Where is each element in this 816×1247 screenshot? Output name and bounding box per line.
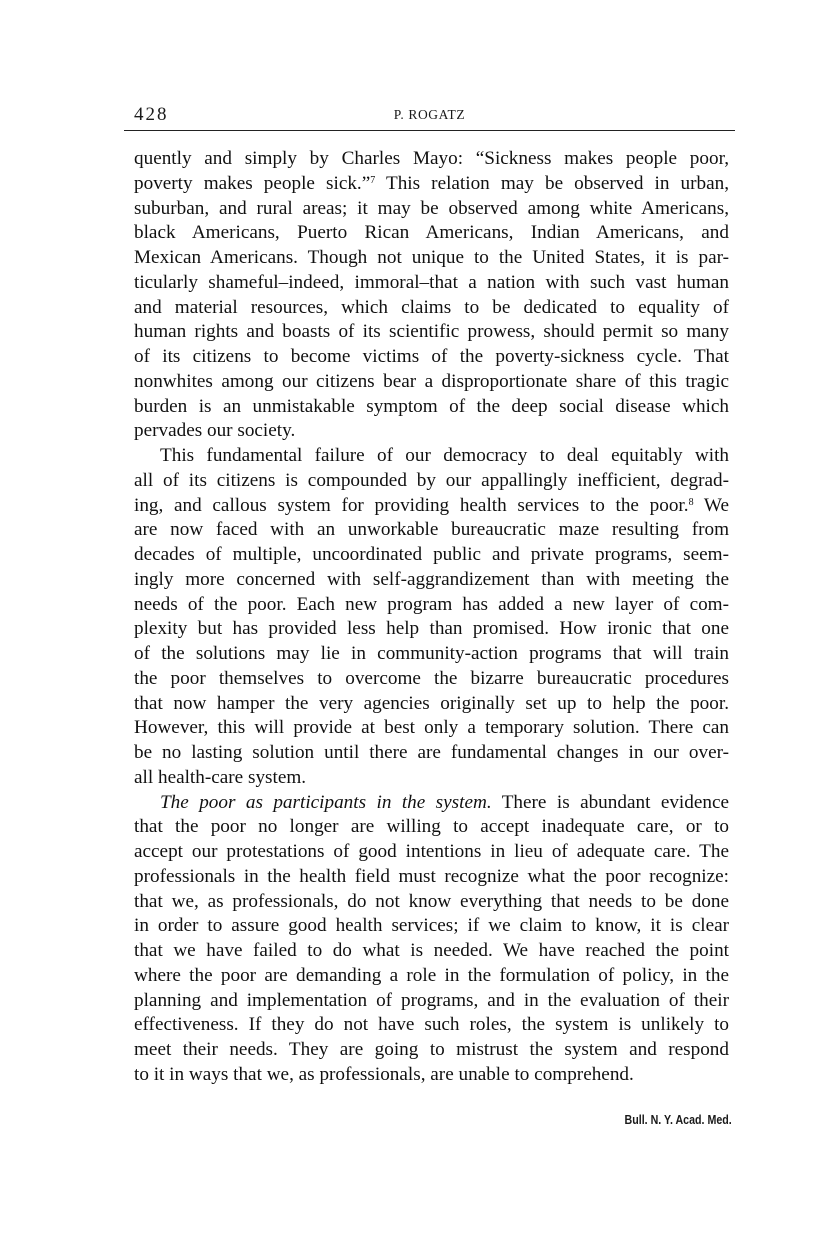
text-line — [134, 1013, 729, 1038]
line-text: plexity but has provided less help than promised. How ironic that one — [134, 618, 729, 640]
line-text: all of its citizens is compounded by our appallingly inefficient, degrad- — [134, 469, 729, 491]
text-line — [134, 494, 729, 519]
text-line — [134, 543, 729, 568]
text-line — [134, 221, 729, 246]
line-text: that we, as professionals, do not know everything that needs to be done — [134, 890, 729, 912]
text-line — [134, 766, 729, 791]
text-line — [134, 568, 729, 593]
line-text: human rights and boasts of its scientific prowess, should permit so many — [134, 321, 729, 343]
text-line — [134, 246, 729, 271]
text-line — [134, 692, 729, 717]
header-rule — [124, 130, 735, 131]
line-text: nonwhites among our citizens bear a disproportionate share of this tragic — [134, 370, 729, 392]
text-line — [134, 296, 729, 321]
line-text: poverty makes people sick.” — [134, 172, 371, 194]
footnote-reference[interactable]: 7 — [370, 174, 376, 186]
text-line — [134, 716, 729, 741]
page-number: 428 — [134, 104, 169, 125]
line-text: all health-care system. — [134, 766, 307, 788]
text-line — [134, 147, 729, 172]
text-line — [134, 815, 729, 840]
body-text — [134, 147, 729, 1088]
line-text: suburban, and rural areas; it may be observed among white Americans, — [134, 197, 729, 219]
text-line — [134, 469, 729, 494]
line-text: There is abundant evidence — [491, 791, 729, 813]
line-text: of its citizens to become victims of the poverty-sickness cycle. That — [134, 346, 729, 367]
line-text: professionals in the health field must recognize what the poor recognize: — [134, 865, 729, 887]
text-line — [134, 642, 729, 667]
text-line — [134, 370, 729, 395]
line-text: the poor themselves to overcome the bizarre bureaucratic procedures — [134, 667, 729, 689]
line-text: be no lasting solution until there are fundamental changes in our over- — [134, 742, 729, 763]
line-text: We — [693, 494, 729, 516]
line-text: Mexican Americans. Though not unique to the United States, it is par- — [134, 247, 729, 268]
section-heading-italic: The poor as participants in the system. — [160, 791, 492, 813]
text-line — [134, 617, 729, 642]
line-text: planning and implementation of programs, and in the evaluation of their — [134, 989, 729, 1011]
text-line — [134, 444, 729, 469]
line-text: effectiveness. If they do not have such roles, the system is unlikely to — [134, 1014, 729, 1036]
text-line — [134, 840, 729, 865]
line-text: that we have failed to do what is needed. We have reached the point — [134, 940, 729, 961]
line-text: of the solutions may lie in community-action programs that will train — [134, 643, 729, 664]
line-text: meet their needs. They are going to mistrust the system and respond — [134, 1039, 729, 1060]
line-text: ing, and callous system for providing health services to the poor. — [134, 494, 689, 516]
line-text: ticularly shameful–indeed, immoral–that a nation with such vast human — [134, 271, 729, 293]
line-text: are now faced with an unworkable bureaucratic maze resulting from — [134, 519, 729, 541]
line-text: quently and simply by Charles Mayo: “Sickness makes people poor, — [134, 148, 729, 169]
line-text: needs of the poor. Each new program has added a new layer of com- — [134, 593, 729, 615]
text-line — [134, 914, 729, 939]
text-line — [134, 197, 729, 222]
text-line — [134, 419, 729, 444]
text-line — [134, 741, 729, 766]
text-line — [134, 1038, 729, 1063]
text-line — [134, 320, 729, 345]
text-line — [134, 172, 729, 197]
text-line — [134, 518, 729, 543]
line-text: to it in ways that we, as professionals, are unable to comprehend. — [134, 1063, 634, 1085]
line-text: that now hamper the very agencies originally set up to help the poor. — [134, 692, 729, 714]
text-line — [134, 667, 729, 692]
line-text: This relation may be observed in urban, — [375, 172, 730, 194]
text-line — [134, 865, 729, 890]
text-line — [134, 890, 729, 915]
text-line — [134, 964, 729, 989]
text-line — [134, 395, 729, 420]
footnote-reference[interactable]: 8 — [688, 496, 694, 508]
line-text: black Americans, Puerto Rican Americans, Indian Americans, and — [134, 222, 729, 244]
line-text: decades of multiple, uncoordinated public and private programs, seem- — [134, 544, 729, 565]
line-text: where the poor are demanding a role in the formulation of policy, in the — [134, 964, 729, 986]
line-text: in order to assure good health services; if we claim to know, it is clear — [134, 915, 729, 937]
line-text: and material resources, which claims to be dedicated to equality of — [134, 296, 729, 318]
journal-footer: Bull. N. Y. Acad. Med. — [624, 1112, 732, 1127]
text-line — [134, 791, 729, 816]
line-text: This fundamental failure of our democracy to deal equitably with — [160, 445, 729, 466]
text-line — [134, 271, 729, 296]
line-text: However, this will provide at best only a temporary solution. There can — [134, 717, 729, 739]
text-line — [134, 989, 729, 1014]
text-line — [134, 939, 729, 964]
text-line — [134, 345, 729, 370]
running-head-author: P. ROGATZ — [393, 107, 466, 122]
line-text: ingly more concerned with self-aggrandizement than with meeting the — [134, 568, 729, 590]
text-line — [134, 1063, 729, 1088]
line-text: that the poor no longer are willing to accept inadequate care, or to — [134, 816, 729, 838]
line-text: burden is an unmistakable symptom of the deep social disease which — [134, 395, 729, 417]
line-text: pervades our society. — [134, 420, 296, 442]
line-text: accept our protestations of good intentions in lieu of adequate care. The — [134, 841, 729, 862]
text-line — [134, 593, 729, 618]
page-header — [124, 104, 735, 130]
